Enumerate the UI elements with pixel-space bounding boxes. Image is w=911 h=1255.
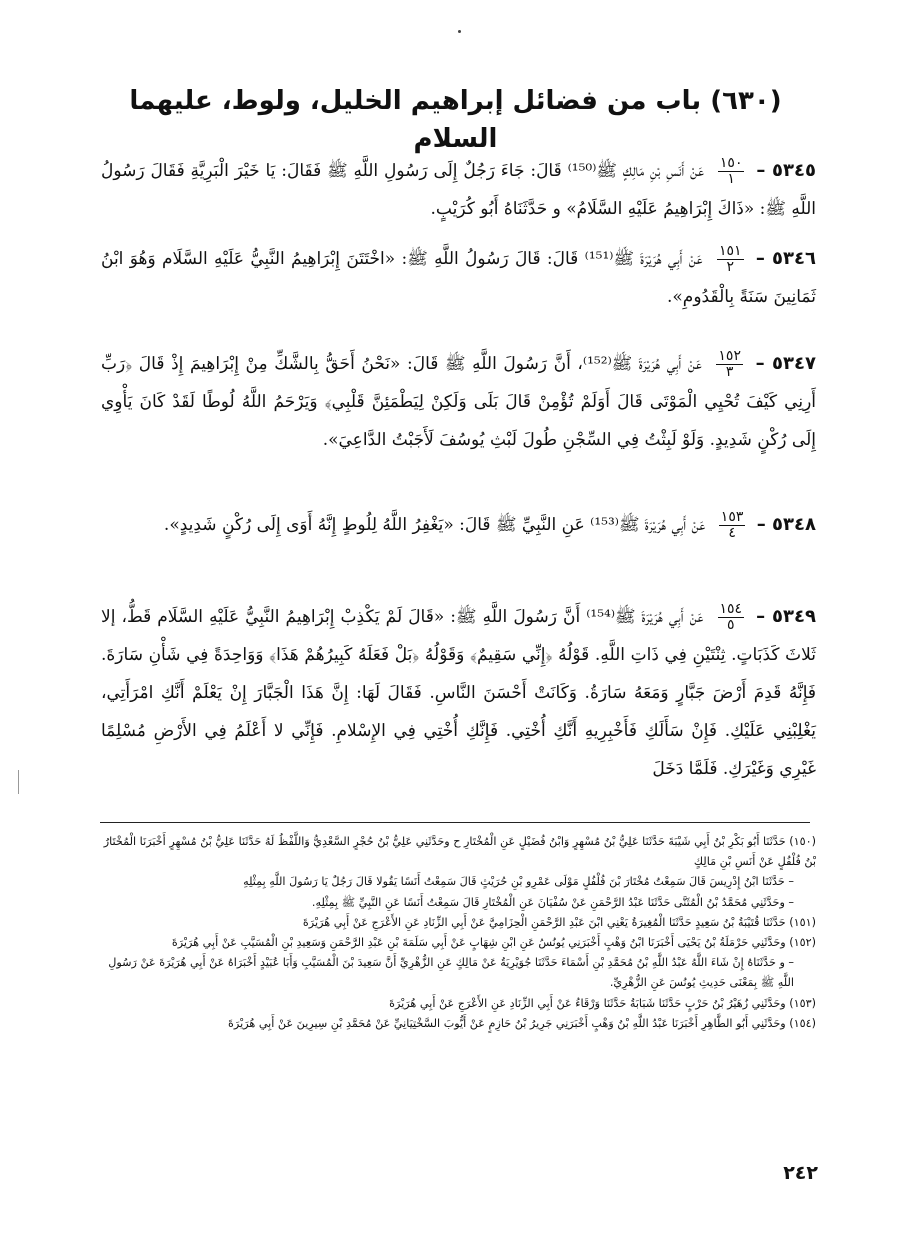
hadith-5348 bbox=[101, 506, 816, 544]
ink-dot bbox=[458, 30, 461, 33]
footnote-152: (١٥٢) وحَدَّثَنِي حَرْمَلَةُ بْنُ يَحْيَى أَخْبَرَنَا ابْنُ وَهْبٍ أَخْبَرَنِي يُونُسُ عَنِ ابْنِ شِهَابٍ عَنْ أَبِي سَلَمَةَ بْنِ عَبْدِ الرَّحْمَنِ وَسَعِيدِ بْنِ الْمُسَيَّبِ عَنْ أَبِي هُرَيْرَةَ bbox=[171, 936, 816, 950]
hadith-text: عَنْ أَنَسِ بْنِ مَالِكٍ ﷺ⁽¹⁵⁰⁾ قَالَ: جَاءَ رَجُلٌ إِلَى رَسُولِ اللَّهِ ﷺ فَقَالَ: يَا خَيْرَ الْبَرِيَّةِ فَقَالَ رَسُولُ اللَّهِ ﷺ: «ذَاكَ إِبْرَاهِيمُ عَلَيْهِ السَّلَامُ» و حَدَّثَنَاهُ أَبُو كُرَيْبٍ. bbox=[101, 161, 816, 219]
hadith-5345 bbox=[101, 152, 816, 228]
hadith-number: ٥٣٤٨ – bbox=[756, 514, 816, 535]
hadith-fraction bbox=[717, 244, 744, 275]
hadith-number: ٥٣٤٥ – bbox=[756, 160, 816, 181]
fraction-bottom: ٥ bbox=[727, 617, 735, 633]
footnote-divider bbox=[100, 822, 810, 823]
footnote-152-chain-2: – و حَدَّثَنَاهُ إِنْ شَاءَ اللَّهُ عَبْدُ اللَّهِ بْنُ مُحَمَّدِ بْنِ أَسْمَاءَ حَدَّثَنَا جُوَيْرِيَةُ عَنْ مَالِكٍ عَنِ الزُّهْرِيِّ أَنَّ سَعِيدَ بْنَ الْمُسَيَّبِ وَأَبَا عُبَيْدٍ أَخْبَرَاهُ عَنْ أَبِي هُرَيْرَةَ عَنْ رَسُولِ اللَّهِ ﷺ بِمَعْنَى حَدِيثِ يُونُسَ عَنِ الزُّهْرِيِّ. bbox=[108, 956, 794, 990]
hadith-number: ٥٣٤٧ – bbox=[755, 353, 816, 374]
hadith-text: عَنْ أَبِي هُرَيْرَةَ ﷺ⁽¹⁵⁴⁾ أَنَّ رَسُولَ اللَّهِ ﷺ: «قَالَ لَمْ يَكْذِبْ إِبْرَاهِيمُ النَّبِيُّ عَلَيْهِ السَّلَام قَطُّ، إلا ثَلاثَ كَذَبَاتٍ. ثِنْتَيْنِ فِي ذَاتِ اللَّهِ. قَوْلُهُ ﴿إِنِّي سَقِيمٌ﴾ وَقَوْلُهُ ﴿بَلْ فَعَلَهُ كَبِيرُهُمْ هَذَا﴾ وَوَاحِدَةً فِي شَأْنِ سَارَةَ. فَإِنَّهُ قَدِمَ أَرْضَ جَبَّارٍ وَمَعَهُ سَارَةُ. وَكَانَتْ أَحْسَنَ النَّاسِ. فَقَالَ لَهَا: إِنَّ هَذَا الْجَبَّارَ إِنْ يَعْلَمْ أَنَّكِ امْرَأَتِي، يَغْلِبْنِي عَلَيْكِ. فَإِنْ سَأَلَكِ فَأَخْبِرِيهِ أَنَّكِ أُخْتِي. فَإِنَّكِ أُخْتِي فِي الإِسْلامِ. فَإِنِّي لا أَعْلَمُ فِي الأَرْضِ مُسْلِمًا غَيْرِي وَغَيْرَكِ. فَلَمَّا دَخَلَ bbox=[101, 607, 816, 779]
hadith-fraction bbox=[718, 156, 745, 187]
hadith-number: ٥٣٤٩ – bbox=[756, 606, 816, 627]
fraction-bottom: ١ bbox=[727, 171, 735, 187]
hadith-fraction bbox=[719, 510, 746, 541]
margin-mark bbox=[18, 770, 19, 794]
hadith-text: عَنْ أَبِي هُرَيْرَةَ ﷺ⁽¹⁵¹⁾ قَالَ: قَالَ رَسُولُ اللَّهِ ﷺ: «اخْتَتَنَ إِبْرَاهِيمُ النَّبِيُّ عَلَيْهِ السَّلَام وَهُوَ ابْنُ ثَمَانِينَ سَنَةً بِالْقَدُومِ». bbox=[101, 249, 816, 307]
fraction-top: ١٥١ bbox=[718, 243, 742, 259]
fraction-top: ١٥٢ bbox=[718, 348, 741, 364]
hadith-5349 bbox=[101, 598, 816, 788]
fraction-top: ١٥٤ bbox=[719, 601, 743, 617]
footnote-150-chain-3: – وحَدَّثَنِي مُحَمَّدُ بْنُ الْمُثَنَّى حَدَّثَنَا عَبْدُ الرَّحْمَنِ عَنْ سُفْيَانَ عَنِ الْمُخْتَارِ قَالَ سَمِعْتُ أَنَسًا عَنِ النَّبِيِّ ﷺ بِمِثْلِهِ. bbox=[311, 895, 794, 909]
page-number: ٢٤٢ bbox=[783, 1162, 818, 1184]
hadith-fraction bbox=[716, 349, 743, 380]
footnote-153: (١٥٣) وحَدَّثَنِي زُهَيْرُ بْنُ حَرْبٍ حَدَّثَنَا شَبَابَةُ حَدَّثَنَا وَرْقَاءُ عَنْ أَبِي الزِّنَادِ عَنِ الأَعْرَجِ عَنْ أَبِي هُرَيْرَةَ bbox=[389, 996, 816, 1010]
footnote-154: (١٥٤) وحَدَّثَنِي أَبُو الطَّاهِرِ أَخْبَرَنَا عَبْدُ اللَّهِ بْنُ وَهْبٍ أَخْبَرَنِي جَرِيرُ بْنُ حَازِمٍ عَنْ أَيُّوبَ السَّخْتِيَانِيِّ عَنْ مُحَمَّدِ بْنِ سِيرِينَ عَنْ أَبِي هُرَيْرَةَ bbox=[228, 1016, 816, 1030]
hadith-text: عَنْ أَبِي هُرَيْرَةَ ﷺ⁽¹⁵³⁾ عَنِ النَّبِيِّ ﷺ قَالَ: «يَغْفِرُ اللَّهُ لِلُوطٍ إِنَّهُ أَوَى إِلَى رُكْنٍ شَدِيدٍ». bbox=[163, 515, 706, 535]
hadith-5347 bbox=[101, 345, 816, 459]
hadith-fraction bbox=[718, 602, 745, 633]
hadith-text: عَنْ أَبِي هُرَيْرَةَ ﷺ⁽¹⁵²⁾، أَنَّ رَسُولَ اللَّهِ ﷺ قَالَ: «نَحْنُ أَحَقُّ بِالشَّكِّ مِنْ إِبْرَاهِيمَ إِذْ قَالَ ﴿رَبِّ أَرِنِي كَيْفَ تُحْيِي الْمَوْتَى قَالَ أَوَلَمْ تُؤْمِنْ قَالَ بَلَى وَلَكِنْ لِيَطْمَئِنَّ قَلْبِي﴾ وَيَرْحَمُ اللَّهُ لُوطًا لَقَدْ كَانَ يَأْوِي إِلَى رُكْنٍ شَدِيدٍ. وَلَوْ لَبِثْتُ فِي السِّجْنِ طُولَ لَبْثِ يُوسُفَ لَأَجَبْتُ الدَّاعِيَ». bbox=[101, 354, 816, 450]
fraction-bottom: ٤ bbox=[728, 525, 736, 541]
footnote-150: (١٥٠) حَدَّثَنَا أَبُو بَكْرِ بْنُ أَبِي شَيْبَةَ حَدَّثَنَا عَلِيُّ بْنُ مُسْهِرٍ وَابْنُ فُضَيْلٍ عَنِ الْمُخْتَارِ ح وحَدَّثَنِي عَلِيُّ بْنُ حُجْرٍ السَّعْدِيُّ وَاللَّفْظُ لَهُ حَدَّثَنَا عَلِيُّ بْنُ مُسْهِرٍ أَخْبَرَنَا الْمُخْتَارُ بْنُ فُلْفُلٍ عَنْ أَنَسِ بْنِ مَالِكٍ bbox=[103, 835, 816, 869]
fraction-bottom: ٣ bbox=[725, 364, 734, 380]
hadith-5346 bbox=[101, 240, 816, 316]
fraction-top: ١٥٣ bbox=[720, 509, 744, 525]
footnote-151: (١٥١) حَدَّثَنَا قُتَيْبَةُ بْنُ سَعِيدٍ حَدَّثَنَا الْمُغِيرَةُ يَعْنِي ابْنَ عَبْدِ الرَّحْمَنِ الْحِزَامِيَّ عَنْ أَبِي الزِّنَادِ عَنِ الأَعْرَجِ عَنْ أَبِي هُرَيْرَةَ bbox=[302, 915, 816, 929]
chapter-title: (٦٣٠) باب من فضائل إبراهيم الخليل، ولوط، عليهما السلام bbox=[129, 86, 782, 154]
fraction-bottom: ٢ bbox=[726, 259, 735, 275]
fraction-top: ١٥٠ bbox=[719, 155, 743, 171]
footnotes bbox=[101, 832, 816, 1034]
hadith-number: ٥٣٤٦ – bbox=[755, 248, 816, 269]
footnote-150-chain-2: – حَدَّثَنَا ابْنُ إِدْرِيسَ قَالَ سَمِعْتُ مُخْتَارَ بْنَ فُلْفُلٍ مَوْلَى عَمْرِو بْنِ حُرَيْثٍ قَالَ سَمِعْتُ أَنَسًا يَقُولا قَالَ رَجُلٌ يَا رَسُولَ اللَّهِ بِمِثْلِهِ bbox=[243, 875, 794, 889]
